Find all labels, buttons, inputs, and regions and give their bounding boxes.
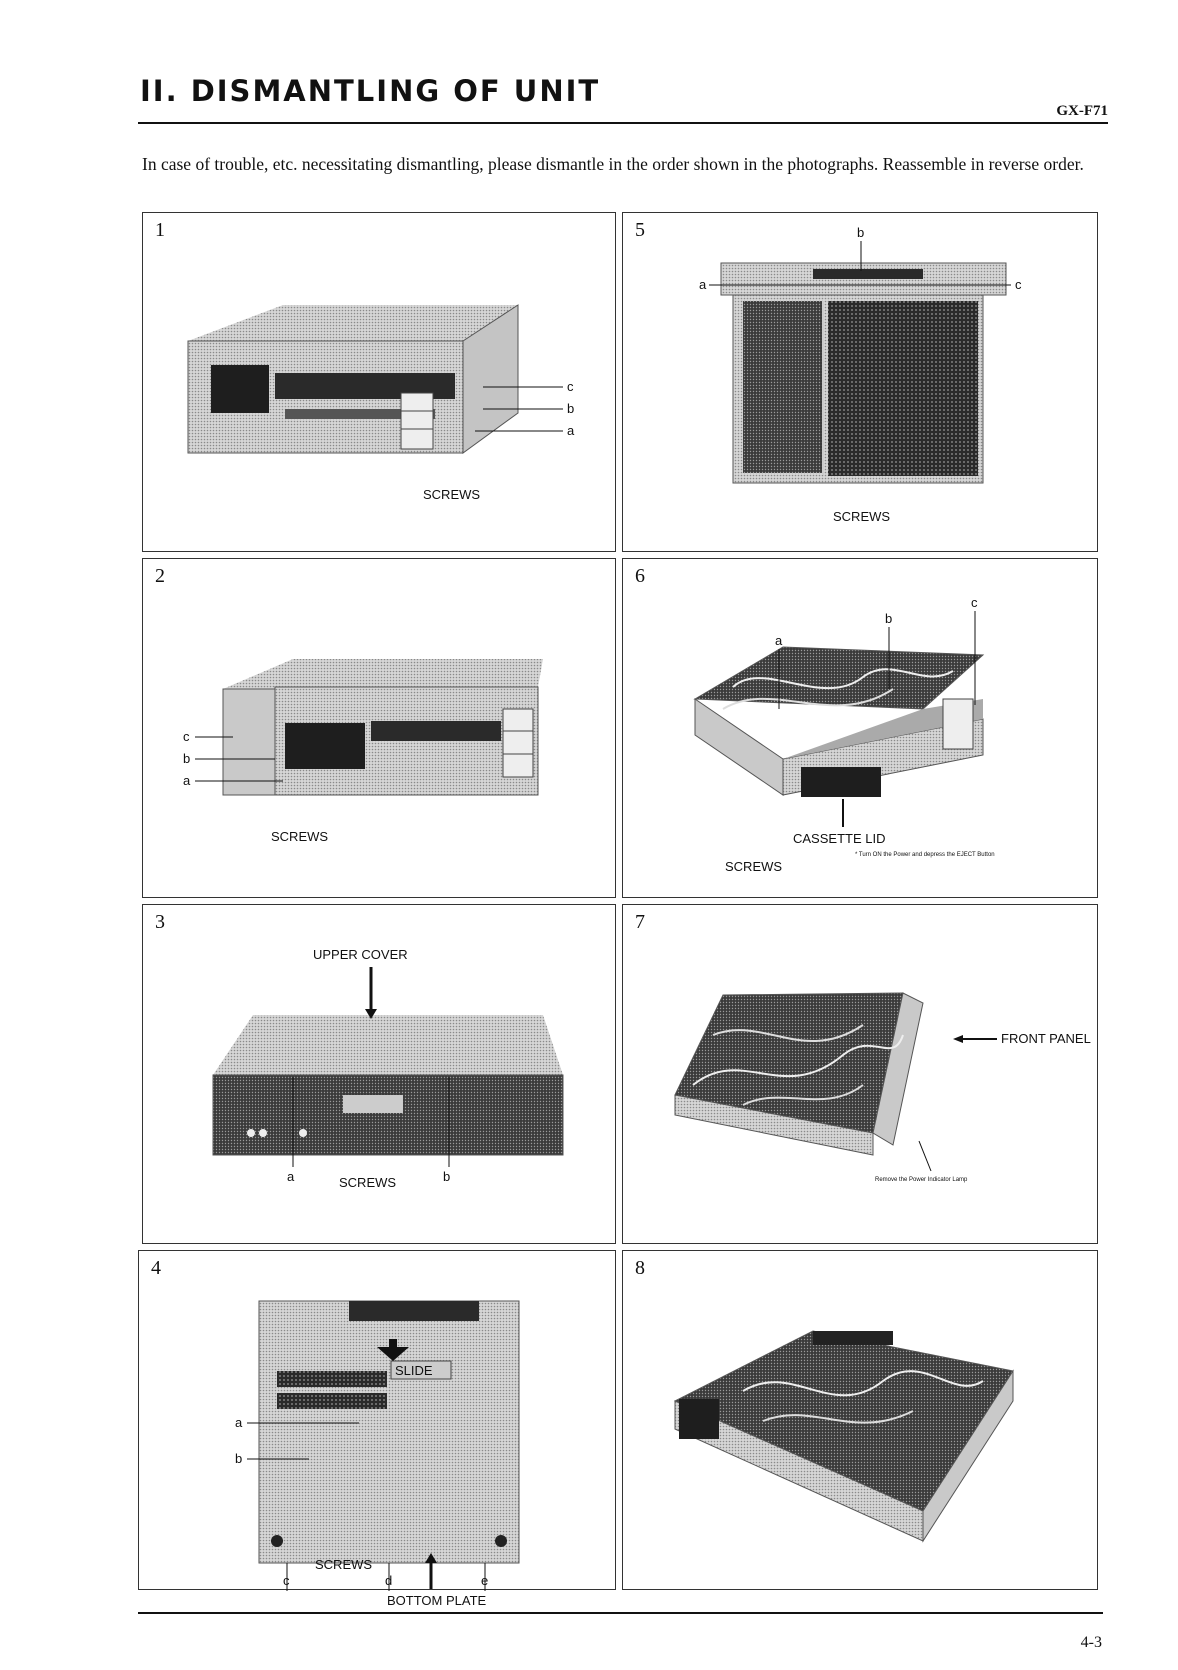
photo-unit-bottom xyxy=(139,1251,617,1608)
photo-unit-front-panel xyxy=(623,905,1099,1245)
label-screws: SCREWS xyxy=(423,487,481,502)
label-front-panel: FRONT PANEL xyxy=(1001,1031,1091,1046)
photo-unit-interior xyxy=(623,1251,1099,1591)
model-number: GX-F71 xyxy=(1056,103,1108,119)
photo-panel-6 xyxy=(622,558,1098,898)
note-lamp: Remove the Power Indicator Lamp xyxy=(875,1177,968,1183)
label-screws: SCREWS xyxy=(339,1175,397,1190)
callout-d: d xyxy=(385,1573,393,1588)
photo-unit-cassette-lid xyxy=(623,559,1099,899)
photo-panel-1 xyxy=(142,212,616,552)
callout-e: e xyxy=(481,1573,489,1588)
callout-b: b xyxy=(235,1451,243,1466)
callout-c: c xyxy=(1015,277,1022,292)
panel-number: 4 xyxy=(151,1257,161,1279)
label-slide: SLIDE xyxy=(395,1363,433,1378)
photo-unit-top-open xyxy=(623,213,1099,553)
label-screws: SCREWS xyxy=(725,859,783,874)
callout-a: a xyxy=(699,277,707,292)
callout-a: a xyxy=(235,1415,243,1430)
callout-a: a xyxy=(287,1169,295,1184)
callout-b: b xyxy=(567,401,575,416)
footer-rule xyxy=(138,1612,1103,1614)
photo-panel-5 xyxy=(622,212,1098,552)
photo-unit-front-left xyxy=(143,559,617,899)
callout-c: c xyxy=(567,379,574,394)
photo-panel-4 xyxy=(138,1250,616,1608)
photo-panel-2 xyxy=(142,558,616,898)
page-title: II. DISMANTLING OF UNIT xyxy=(140,74,601,108)
callout-c: c xyxy=(183,729,190,744)
callout-b: b xyxy=(885,611,893,626)
callout-a: a xyxy=(183,773,191,788)
photo-panel-3 xyxy=(142,904,616,1244)
panel-number: 2 xyxy=(155,565,165,587)
callout-a: a xyxy=(567,423,575,438)
photo-unit-rear xyxy=(143,905,617,1245)
panel-number: 5 xyxy=(635,219,645,241)
panel-number: 1 xyxy=(155,219,165,241)
label-screws: SCREWS xyxy=(315,1557,373,1572)
panel-number: 8 xyxy=(635,1257,645,1279)
label-screws: SCREWS xyxy=(271,829,329,844)
callout-b: b xyxy=(443,1169,451,1184)
panel-number: 7 xyxy=(635,911,645,933)
header-rule xyxy=(138,122,1108,124)
callout-c: c xyxy=(971,595,978,610)
panel-number: 3 xyxy=(155,911,165,933)
callout-b: b xyxy=(857,225,865,240)
callout-c: c xyxy=(283,1573,290,1588)
page-number: 4-3 xyxy=(1080,1634,1102,1651)
panel-number: 6 xyxy=(635,565,645,587)
label-screws: SCREWS xyxy=(833,509,891,524)
intro-text: In case of trouble, etc. necessitating dismantling, please dismantle in the order shown in the photographs. Reassemble in reverse order. xyxy=(142,154,1084,174)
photo-panel-8 xyxy=(622,1250,1098,1590)
photo-panel-7 xyxy=(622,904,1098,1244)
label-bottom-plate: BOTTOM PLATE xyxy=(387,1593,487,1608)
photo-unit-front-right xyxy=(143,213,617,553)
label-upper-cover: UPPER COVER xyxy=(313,947,408,962)
callout-a: a xyxy=(775,633,783,648)
label-cassette-lid: CASSETTE LID xyxy=(793,831,886,846)
note-eject: * Turn ON the Power and depress the EJECT Button xyxy=(855,852,995,858)
callout-b: b xyxy=(183,751,191,766)
